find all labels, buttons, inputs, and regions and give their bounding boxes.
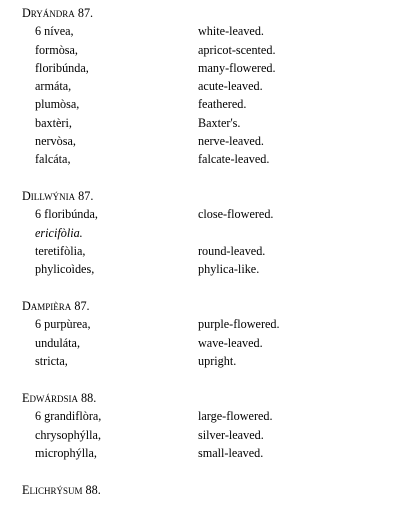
species-name: plumòsa, — [35, 97, 80, 111]
species-meaning: feathered. — [198, 97, 247, 111]
genus-heading — [22, 299, 90, 314]
species-meaning: falcate-leaved. — [198, 152, 270, 166]
species-meaning: wave-leaved. — [198, 336, 263, 350]
species-name: unduláta, — [35, 336, 81, 350]
species-row — [0, 116, 419, 132]
species-row — [0, 24, 419, 40]
genus-name: Edwárdsia — [22, 391, 78, 405]
species-row — [0, 409, 419, 425]
species-row — [0, 152, 419, 168]
genus-heading — [22, 189, 93, 204]
species-row — [0, 97, 419, 113]
species-name: teretifòlia, — [35, 244, 86, 258]
species-meaning: silver-leaved. — [198, 428, 264, 442]
species-meaning: white-leaved. — [198, 24, 264, 38]
species-meaning: Baxter's. — [198, 116, 241, 130]
genus-heading — [22, 391, 96, 406]
genus-number: 87. — [77, 6, 94, 20]
species-name: 6 floribúnda, — [35, 207, 98, 221]
species-meaning: nerve-leaved. — [198, 134, 264, 148]
species-name: falcáta, — [35, 152, 71, 166]
species-name: formòsa, — [35, 43, 78, 57]
species-row — [0, 354, 419, 370]
species-name: 6 purpùrea, — [35, 317, 91, 331]
genus-number: 87. — [74, 299, 90, 313]
species-name: phylicoìdes, — [35, 262, 95, 276]
species-meaning: many-flowered. — [198, 61, 276, 75]
species-name: nervòsa, — [35, 134, 76, 148]
species-row — [0, 446, 419, 462]
genus-number: 87. — [78, 189, 94, 203]
species-name: baxtèri, — [35, 116, 72, 130]
species-row — [0, 79, 419, 95]
genus-heading — [22, 483, 101, 498]
species-name: stricta, — [35, 354, 68, 368]
species-meaning: phylica-like. — [198, 262, 260, 276]
species-row — [0, 336, 419, 352]
species-row — [0, 134, 419, 150]
genus-name: Elichrýsum — [22, 483, 83, 497]
species-meaning: acute-leaved. — [198, 79, 263, 93]
genus-name: Dryándra — [22, 6, 75, 20]
species-name: ericifòlia. — [35, 226, 83, 240]
species-row — [0, 317, 419, 333]
species-row — [0, 244, 419, 260]
species-row — [0, 262, 419, 278]
species-row — [0, 61, 419, 77]
species-meaning: upright. — [198, 354, 237, 368]
species-name: 6 grandiflòra, — [35, 409, 102, 423]
genus-name: Dampièra — [22, 299, 72, 313]
species-row — [0, 428, 419, 444]
genus-heading — [22, 6, 93, 21]
species-meaning: purple-flowered. — [198, 317, 280, 331]
species-meaning: close-flowered. — [198, 207, 274, 221]
species-meaning: small-leaved. — [198, 446, 264, 460]
species-name: chrysophýlla, — [35, 428, 102, 442]
species-name: 6 nívea, — [35, 24, 74, 38]
species-name: armáta, — [35, 79, 72, 93]
species-name: floribúnda, — [35, 61, 89, 75]
species-row — [0, 226, 419, 242]
species-meaning: apricot-scented. — [198, 43, 276, 57]
species-row — [0, 43, 419, 59]
genus-number: 88. — [85, 483, 101, 497]
species-row — [0, 207, 419, 223]
species-meaning: round-leaved. — [198, 244, 266, 258]
genus-name: Dillwýnia — [22, 189, 76, 203]
species-meaning: large-flowered. — [198, 409, 273, 423]
species-name: microphýlla, — [35, 446, 97, 460]
genus-number: 88. — [81, 391, 97, 405]
